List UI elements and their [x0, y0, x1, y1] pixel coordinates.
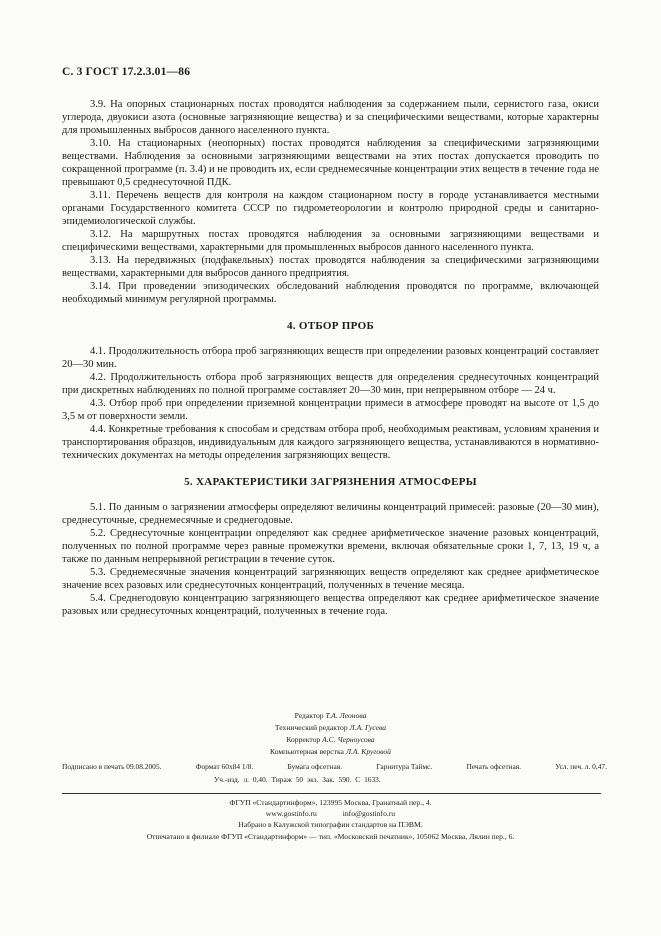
printed-note: Отпечатано в филиале ФГУП «Стандартинформ» — тип. «Московский печатник», 105062 Москва, Лялин пер., 6.: [146, 831, 515, 841]
publisher-address: ФГУП «Стандартинформ», 123995 Москва, Гранатный пер., 4.: [229, 798, 432, 807]
clause-4-4: 4.4. Конкретные требования к способам и средствам отбора проб, необходимым реактивам, условиям хранения и транспортирования образцов, индивидуальным для каждого загрязняющего вещества, устанавливаются в нормативно-технических документах на методы определения загрязняющих веществ.: [62, 424, 599, 461]
page-header: С. 3 ГОСТ 17.2.3.01—86: [62, 66, 191, 78]
section-5-heading: 5. ХАРАКТЕРИСТИКИ ЗАГРЯЗНЕНИЯ АТМОСФЕРЫ: [184, 476, 477, 488]
print-type: Печать офсетная.: [466, 762, 522, 771]
order-number: Зак. 590.: [322, 775, 352, 784]
credit-role: Технический редактор: [274, 723, 348, 732]
copies: Тираж 50 экз.: [271, 775, 319, 784]
clause-4-2: 4.2. Продолжительность отбора проб загрязняющих веществ для определения среднесуточных концентраций при дискретных наблюдениях по полной программе составляет 20—30 мин, при непрерывном отборе — 24 ч.: [62, 372, 599, 396]
credit-name: Л.А. Гусева: [349, 723, 387, 732]
credit-proofreader: [0, 734, 661, 746]
credit-name: Т.А. Леонова: [325, 711, 367, 720]
website-link[interactable]: www.gostinfo.ru: [265, 809, 317, 819]
clause-3-13: 3.13. На передвижных (подфакельных) постах проводятся наблюдения за специфическими загрязняющими веществами, характерными для выбросов данного предприятия.: [62, 255, 599, 279]
email-link[interactable]: info@gostinfo.ru: [342, 809, 396, 819]
credit-name: Л.А. Круговой: [345, 747, 391, 756]
section-4-heading: 4. ОТБОР ПРОБ: [286, 320, 375, 332]
clause-3-9: 3.9. На опорных стационарных постах проводятся наблюдения за содержанием пыли, сернистого газа, окиси углерода, двуокиси азота (основные загрязняющие вещества) и за специфическими веществами, которые характерны для промышленных выбросов данного населенного пункта.: [62, 99, 599, 136]
credit-layout: [0, 746, 661, 758]
credit-role: Компьютерная верстка: [270, 747, 344, 756]
paper: Бумага офсетная.: [287, 762, 342, 771]
credit-role: Редактор: [294, 711, 324, 720]
clause-5-2: 5.2. Среднесуточные концентрации определяют как среднее арифметическое значение разовых концентраций, полученных по полной программе через равные промежутки времени, включая обязательные сроки 1, 7, 13, 19 ч, а также по данным непрерывной регистрации в течение суток.: [62, 528, 599, 565]
format: Формат 60x84 1/8.: [195, 762, 254, 771]
signed-date: Подписано в печать 09.08.2005.: [62, 762, 162, 771]
clause-4-1: 4.1. Продолжительность отбора проб загрязняющих веществ при определении разовых концентраций составляет 20—30 мин.: [62, 346, 599, 370]
credit-tech-editor: [0, 722, 661, 734]
credit-role: Корректор: [286, 735, 321, 744]
edition-sheets: Уч.-изд. л. 0,40.: [214, 775, 268, 784]
publisher-contacts: [0, 808, 661, 819]
publisher-footer: [0, 797, 661, 842]
clause-3-14: 3.14. При проведении эпизодических обследований наблюдения проводятся по программе, включающей необходимый минимум регулярной программы.: [62, 281, 599, 305]
clause-4-3: 4.3. Отбор проб при определении приземной концентрации примеси в атмосфере проводят на высоте от 1,5 до 3,5 м от поверхности земли.: [62, 398, 599, 422]
clause-5-3: 5.3. Среднемесячные значения концентраций загрязняющих веществ определяют как среднее арифметическое значение всех разовых или среднесуточных концентраций, полученных в течение месяца.: [62, 567, 599, 591]
print-code: С 1633.: [355, 775, 381, 784]
document-body: [62, 98, 599, 618]
publication-info: [62, 760, 607, 786]
editorial-credits: [0, 710, 661, 758]
credit-name: А.С. Черноусова: [322, 735, 375, 744]
print-sheets: Усл. печ. л. 0,47.: [555, 762, 607, 771]
clause-5-4: 5.4. Среднегодовую концентрацию загрязняющего вещества определяют как среднее арифметическое значение разовых или среднесуточных концентраций, полученных в течение года.: [62, 593, 599, 617]
clause-5-1: 5.1. По данным о загрязнении атмосферы определяют величины концентраций примесей: разовые (20—30 мин), среднесуточные, среднемесячные и среднегодовые.: [62, 502, 599, 526]
clause-3-11: 3.11. Перечень веществ для контроля на каждом стационарном посту в городе устанавливается местными органами Государственного комитета СССР по гидрометеорологии и контролю природной среды и санитарно-эпидемиологической службы.: [62, 190, 599, 227]
typeface: Гарнитура Таймс.: [376, 762, 433, 771]
typeset-note: Набрано в Калужской типографии стандартов на ПЭВМ.: [238, 820, 423, 830]
divider: [62, 793, 601, 794]
clause-3-10: 3.10. На стационарных (неопорных) постах проводятся наблюдения за специфическими загрязняющими веществами. Наблюдения за основными загрязняющими веществами на этих постах допускается проводить по сокращенной программе (п. 3.4) и не проводить их, если среднемесячные концентрации этих веществ в течение года не превышают 0,5 среднесуточной ПДК.: [62, 138, 599, 188]
clause-3-12: 3.12. На маршрутных постах проводятся наблюдения за основными загрязняющими веществами и специфическими веществами, характерными для промышленных выбросов данного населенного пункта.: [62, 229, 599, 253]
credit-editor: [0, 710, 661, 722]
